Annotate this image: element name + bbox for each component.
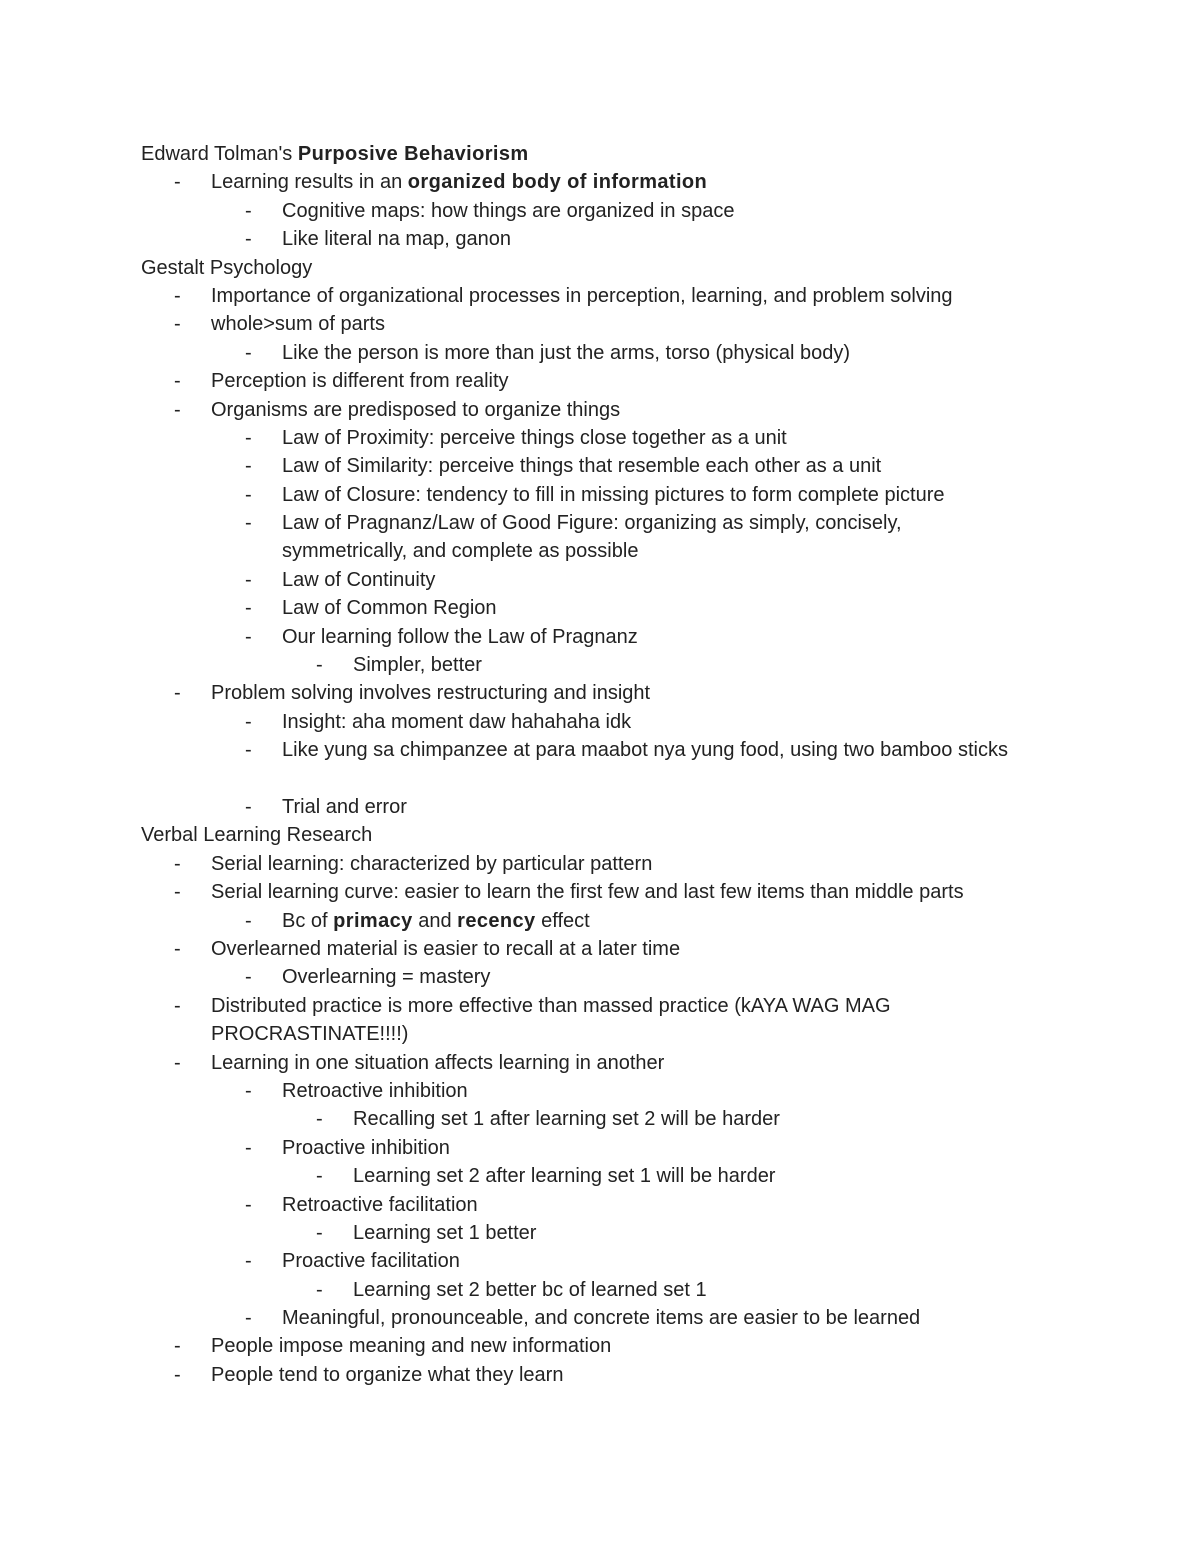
list-item: [141, 1219, 1141, 1247]
item-text: People tend to organize what they learn: [211, 1363, 564, 1386]
item-text: whole>sum of parts: [211, 313, 385, 336]
list-item: [141, 339, 1141, 367]
bullet-dash: -: [174, 1051, 181, 1074]
bullet-dash: -: [174, 682, 181, 705]
item-text: Our learning follow the Law of Pragnanz: [282, 625, 638, 648]
item-text: Distributed practice is more effective than massed practice (kAYA WAG MAG PROCRASTINATE!!!!): [211, 994, 891, 1046]
list-item: [141, 424, 1141, 452]
list-item: [141, 367, 1141, 395]
item-text: People impose meaning and new information: [211, 1335, 612, 1358]
item-text: Bc of: [282, 909, 334, 932]
item-text: Serial learning curve: easier to learn the first few and last few items than middle parts: [211, 881, 964, 904]
bullet-dash: -: [174, 284, 181, 307]
item-text: Learning in one situation affects learning in another: [211, 1051, 665, 1074]
item-text: Like the person is more than just the arms, torso (physical body): [282, 341, 851, 364]
item-text: Law of Common Region: [282, 597, 497, 620]
bullet-dash: -: [245, 1079, 252, 1102]
section-heading-verbal-learning: [141, 821, 1141, 849]
bullet-dash: -: [245, 1193, 252, 1216]
item-text: Serial learning: characterized by particular pattern: [211, 852, 653, 875]
bullet-dash: -: [316, 1108, 323, 1131]
bullet-dash: -: [174, 852, 181, 875]
list-item: [141, 651, 1141, 679]
bullet-dash: -: [245, 455, 252, 478]
item-bold-text: organized body of information: [407, 171, 708, 194]
item-text: Law of Similarity: perceive things that resemble each other as a unit: [282, 455, 882, 478]
bullet-dash: -: [245, 341, 252, 364]
bullet-dash: -: [245, 512, 252, 535]
bullet-dash: -: [245, 426, 252, 449]
item-text: Problem solving involves restructuring and insight: [211, 682, 651, 705]
bullet-dash: -: [316, 1165, 323, 1188]
item-text: Like yung sa chimpanzee at para maabot nya yung food, using two bamboo sticks: [282, 739, 1008, 762]
heading-text: Edward Tolman's: [141, 143, 298, 165]
list-item: [141, 481, 1141, 509]
item-text: Proactive inhibition: [282, 1136, 450, 1159]
item-text: Learning set 2 better bc of learned set 1: [353, 1278, 707, 1301]
list-item: [141, 878, 1141, 906]
item-text: Perception is different from reality: [211, 370, 509, 393]
heading-bold-text: Purposive Behaviorism: [297, 143, 529, 165]
bullet-dash: -: [245, 199, 252, 222]
list-item: [141, 992, 1141, 1049]
item-bold-text: primacy: [333, 909, 413, 932]
list-item: [141, 310, 1141, 338]
list-item: [141, 396, 1141, 424]
list-item: [141, 225, 1141, 253]
bullet-dash: -: [174, 881, 181, 904]
item-text: effect: [535, 909, 590, 932]
list-item: [141, 1276, 1141, 1304]
item-text: Learning set 1 better: [353, 1221, 537, 1244]
item-text: Overlearning = mastery: [282, 966, 491, 989]
list-item: [141, 1361, 1141, 1389]
list-item: [141, 1332, 1141, 1360]
heading-text: Gestalt Psychology: [141, 256, 313, 279]
list-item: [141, 935, 1141, 963]
list-item: [141, 1105, 1141, 1133]
item-text: Like literal na map, ganon: [282, 228, 512, 251]
list-item: [141, 1134, 1141, 1162]
bullet-dash: -: [316, 1278, 323, 1301]
list-item: [141, 594, 1141, 622]
bullet-dash: -: [245, 739, 252, 762]
list-item: [141, 708, 1141, 736]
list-item: [141, 1077, 1141, 1105]
bullet-dash: -: [316, 1221, 323, 1244]
list-item: [141, 566, 1141, 594]
list-item: [141, 282, 1141, 310]
bullet-dash: -: [174, 994, 181, 1017]
section-heading-gestalt: [141, 254, 1141, 282]
heading-text: Verbal Learning Research: [141, 824, 373, 847]
item-text: and: [412, 909, 458, 932]
item-text: Law of Pragnanz/Law of Good Figure: organizing as simply, concisely, symmetrically, and complete as possible: [282, 512, 902, 563]
bullet-dash: -: [245, 483, 252, 506]
bullet-dash: -: [245, 568, 252, 591]
bullet-dash: -: [174, 398, 181, 421]
list-item: [141, 679, 1141, 707]
list-item: [141, 623, 1141, 651]
list-item: [141, 1304, 1141, 1332]
bullet-dash: -: [174, 370, 181, 393]
list-item: [141, 197, 1141, 225]
bullet-dash: -: [245, 228, 252, 251]
list-item: [141, 452, 1141, 480]
item-text: Simpler, better: [353, 654, 482, 677]
item-text: Learning results in an: [211, 171, 408, 194]
list-item: [141, 1049, 1141, 1077]
bullet-dash: -: [245, 1250, 252, 1273]
bullet-dash: -: [174, 313, 181, 336]
bullet-dash: -: [174, 937, 181, 960]
list-item: [141, 963, 1141, 991]
item-text: Meaningful, pronounceable, and concrete items are easier to be learned: [282, 1307, 921, 1330]
item-text: Retroactive inhibition: [282, 1079, 468, 1102]
item-text: Retroactive facilitation: [282, 1193, 478, 1216]
list-item: [141, 1162, 1141, 1190]
list-item: [141, 1191, 1141, 1219]
list-item: [141, 850, 1141, 878]
bullet-dash: -: [174, 1363, 181, 1386]
item-text: Recalling set 1 after learning set 2 will be harder: [353, 1108, 780, 1131]
item-text: Law of Closure: tendency to fill in missing pictures to form complete picture: [282, 483, 945, 506]
item-text: Organisms are predisposed to organize things: [211, 398, 621, 421]
list-item: [141, 168, 1141, 196]
bullet-dash: -: [245, 597, 252, 620]
list-item: [141, 793, 1141, 821]
list-item: [141, 1247, 1141, 1275]
bullet-dash: -: [245, 966, 252, 989]
list-item: [141, 509, 1141, 566]
item-text: Cognitive maps: how things are organized in space: [282, 199, 735, 222]
bullet-dash: -: [245, 1307, 252, 1330]
section-heading-tolman: [141, 140, 1141, 168]
bullet-dash: -: [174, 1335, 181, 1358]
bullet-dash: -: [316, 654, 323, 677]
item-bold-text: recency: [457, 909, 536, 932]
item-text: Learning set 2 after learning set 1 will be harder: [353, 1165, 776, 1188]
item-text: Law of Proximity: perceive things close together as a unit: [282, 426, 787, 449]
bullet-dash: -: [245, 1136, 252, 1159]
bullet-dash: -: [245, 710, 252, 733]
item-text: Trial and error: [282, 796, 407, 819]
list-item: [141, 736, 1141, 793]
item-text: Proactive facilitation: [282, 1250, 460, 1273]
bullet-dash: -: [245, 625, 252, 648]
bullet-dash: -: [245, 909, 252, 932]
item-text: Law of Continuity: [282, 568, 436, 591]
bullet-dash: -: [174, 171, 181, 194]
document-page: [141, 140, 1141, 1389]
item-text: Overlearned material is easier to recall at a later time: [211, 937, 681, 960]
item-text: Insight: aha moment daw hahahaha idk: [282, 710, 632, 733]
item-text: Importance of organizational processes in perception, learning, and problem solving: [211, 284, 953, 307]
bullet-dash: -: [245, 796, 252, 819]
list-item: [141, 907, 1141, 935]
